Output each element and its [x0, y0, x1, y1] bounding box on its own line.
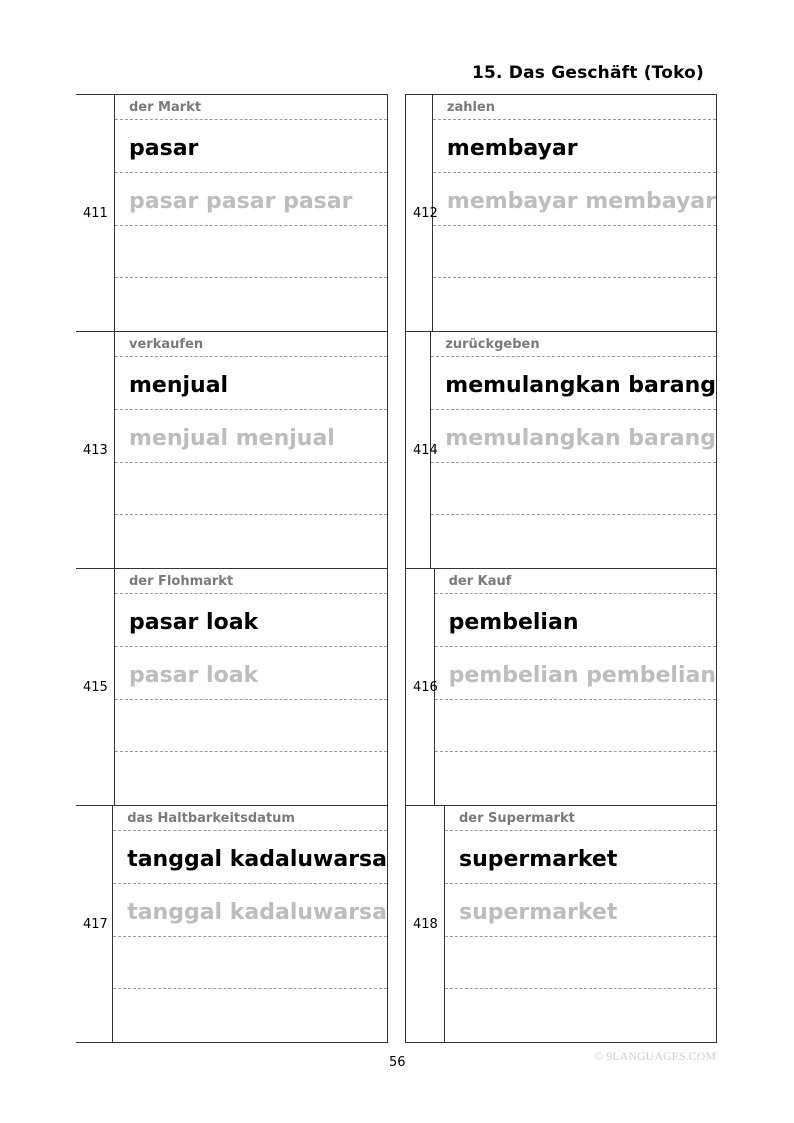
- practice-line[interactable]: [113, 989, 387, 1042]
- page-title: 15. Das Geschäft (Toko): [471, 63, 704, 83]
- number-column: [76, 806, 113, 1042]
- vocab-row: [76, 568, 717, 805]
- german-label: das Haltbarkeitsdatum: [113, 806, 387, 831]
- german-label: der Kauf: [435, 569, 716, 594]
- practice-line[interactable]: [431, 515, 716, 568]
- number-column: [76, 332, 115, 568]
- practice-line[interactable]: [115, 752, 387, 805]
- trace-word: membayar membayar: [433, 173, 716, 226]
- german-label: verkaufen: [115, 332, 387, 357]
- vocab-card: [405, 568, 717, 805]
- vocab-card: [405, 805, 717, 1043]
- vocab-card: [76, 94, 388, 331]
- trace-word: supermarket: [445, 884, 716, 937]
- practice-line[interactable]: [115, 700, 387, 753]
- target-word: pembelian: [435, 594, 716, 647]
- practice-line[interactable]: [435, 752, 716, 805]
- vocab-card: [76, 331, 388, 568]
- number-column: [406, 569, 438, 805]
- entry-number: 414: [413, 443, 438, 458]
- entry-number: 413: [83, 443, 108, 458]
- practice-line[interactable]: [113, 937, 387, 990]
- number-column: [406, 332, 438, 568]
- entry-number: 411: [83, 206, 108, 221]
- entry-number: 416: [413, 680, 438, 695]
- vocab-card: [76, 805, 388, 1043]
- vocab-grid: [76, 94, 717, 1043]
- trace-word: tanggal kadaluwarsa: [113, 884, 387, 937]
- number-column: [76, 569, 115, 805]
- german-label: zurückgeben: [431, 332, 716, 357]
- trace-word: menjual menjual: [115, 410, 387, 463]
- practice-line[interactable]: [445, 937, 716, 990]
- entry-number: 418: [413, 917, 438, 932]
- trace-word: pembelian pembelian: [435, 647, 716, 700]
- target-word: memulangkan barang: [431, 357, 716, 410]
- trace-word: pasar loak: [115, 647, 387, 700]
- target-word: membayar: [433, 120, 716, 173]
- entry-number: 417: [83, 917, 108, 932]
- target-word: menjual: [115, 357, 387, 410]
- trace-word: memulangkan barang: [431, 410, 716, 463]
- trace-word: pasar pasar pasar: [115, 173, 387, 226]
- entry-number: 415: [83, 680, 108, 695]
- vocab-card: [76, 568, 388, 805]
- german-label: der Flohmarkt: [115, 569, 387, 594]
- practice-line[interactable]: [445, 989, 716, 1042]
- practice-line[interactable]: [115, 226, 387, 279]
- number-column: [406, 806, 445, 1042]
- entry-number: 412: [413, 206, 438, 221]
- vocab-card: [405, 94, 717, 331]
- german-label: der Markt: [115, 95, 387, 120]
- number-column: [406, 95, 438, 331]
- vocab-row: [76, 805, 717, 1043]
- target-word: pasar loak: [115, 594, 387, 647]
- target-word: pasar: [115, 120, 387, 173]
- practice-line[interactable]: [433, 278, 716, 331]
- practice-line[interactable]: [115, 463, 387, 516]
- practice-line[interactable]: [435, 700, 716, 753]
- vocab-card: [405, 331, 717, 568]
- copyright-notice: © 9LANGUAGES.COM: [594, 1049, 716, 1063]
- practice-line[interactable]: [115, 278, 387, 331]
- practice-line[interactable]: [433, 226, 716, 279]
- page-number: 56: [389, 1055, 406, 1070]
- number-column: [76, 95, 115, 331]
- german-label: zahlen: [433, 95, 716, 120]
- practice-line[interactable]: [115, 515, 387, 568]
- german-label: der Supermarkt: [445, 806, 716, 831]
- target-word: supermarket: [445, 831, 716, 884]
- vocab-row: [76, 94, 717, 331]
- target-word: tanggal kadaluwarsa: [113, 831, 387, 884]
- vocab-row: [76, 331, 717, 568]
- practice-line[interactable]: [431, 463, 716, 516]
